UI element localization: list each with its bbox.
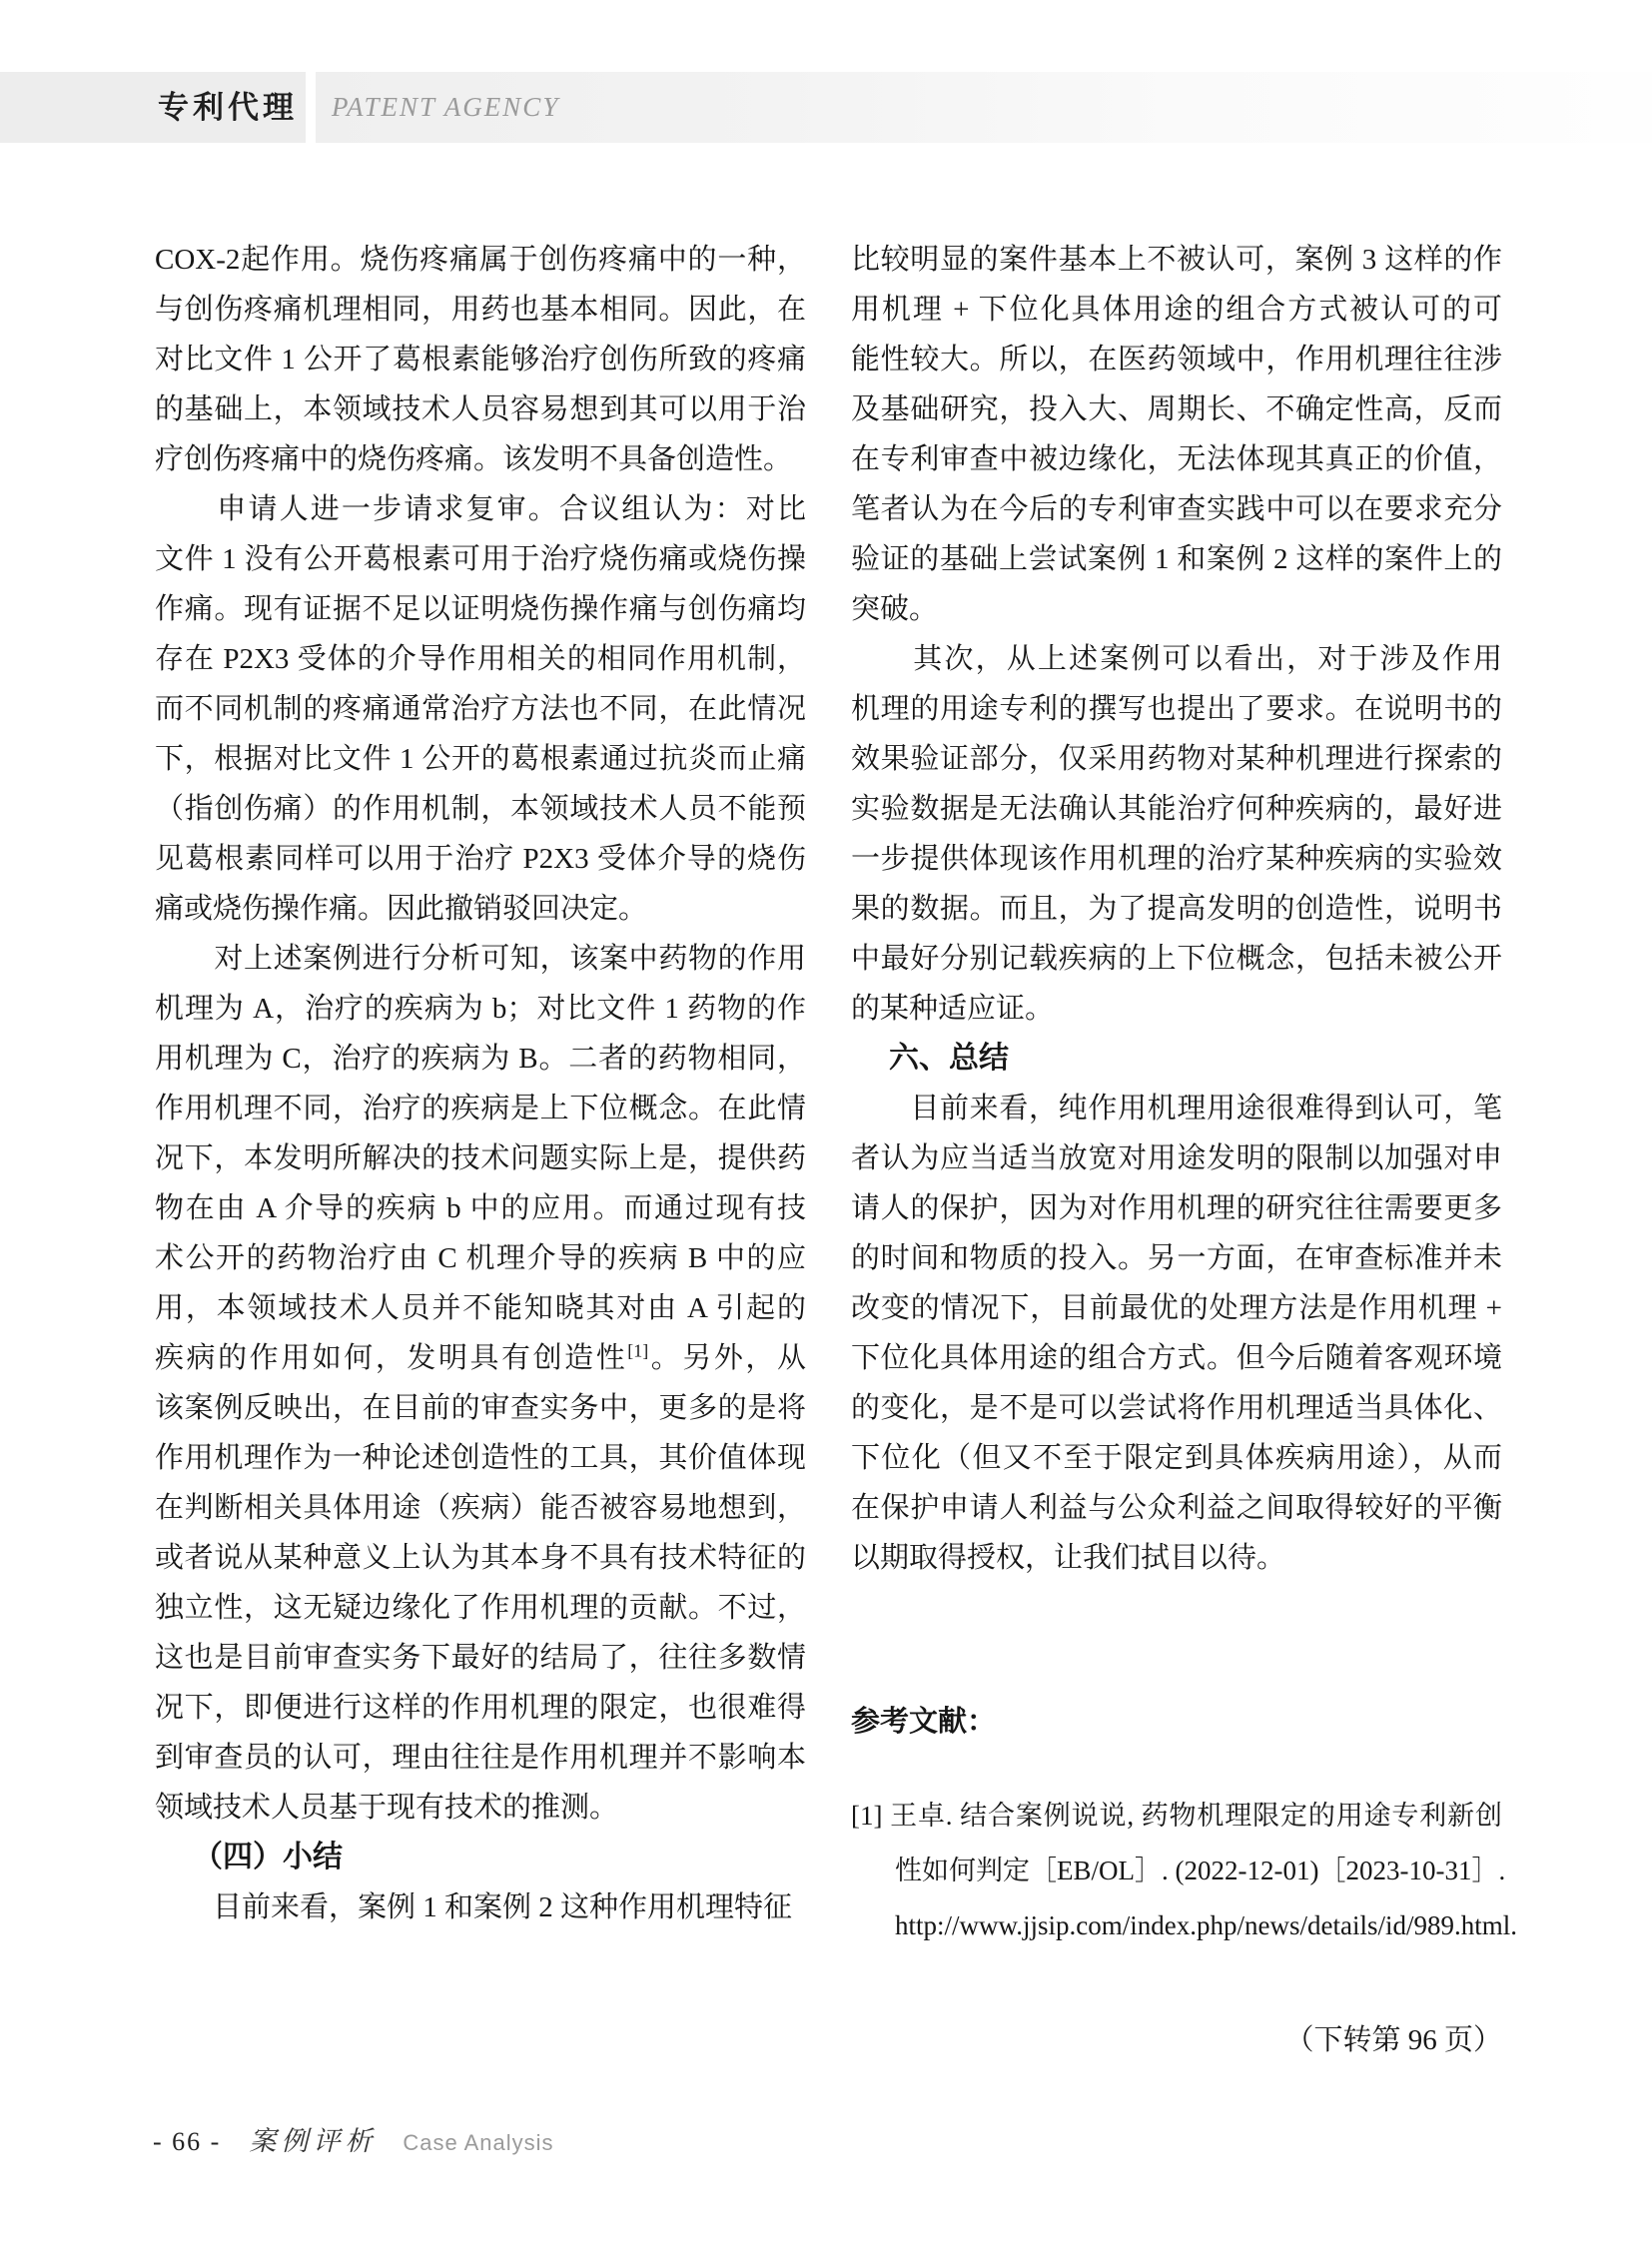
text-line: 的变化，是不是可以尝试将作用机理适当具体化、 xyxy=(851,1392,1502,1424)
reference-line: 性如何判定［EB/OL］. (2022-12-01)［2023-10-31］. xyxy=(895,1856,1506,1885)
text-line: 或者说从某种意义上认为其本身不具有技术特征的 xyxy=(155,1542,806,1574)
text-line: 存在 P2X3 受体的介导作用相关的相同作用机制， xyxy=(155,643,806,675)
text-line: （指创伤痛）的作用机制，本领域技术人员不能预 xyxy=(155,793,806,825)
subsection-heading: （四）小结 xyxy=(193,1841,343,1873)
text-line: 在保护申请人利益与公众利益之间取得较好的平衡 xyxy=(851,1492,1502,1524)
text-line: 的时间和物质的投入。另一方面，在审查标准并未 xyxy=(851,1242,1502,1274)
text-line: 文件 1 没有公开葛根素可用于治疗烧伤痛或烧伤操 xyxy=(155,543,806,575)
text-line: 突破。 xyxy=(851,593,939,625)
text-line: 这也是目前审查实务下最好的结局了，往往多数情 xyxy=(155,1642,806,1674)
reference-line: http://www.jjsip.com/index.php/news/details/id/989.html. xyxy=(895,1910,1517,1940)
text-line: 机理的用途专利的撰写也提出了要求。在说明书的 xyxy=(851,693,1502,725)
text-line: 请人的保护，因为对作用机理的研究往往需要更多 xyxy=(851,1192,1502,1224)
references-heading: 参考文献： xyxy=(851,1706,997,1738)
text-line: 见葛根素同样可以用于治疗 P2X3 受体介导的烧伤 xyxy=(155,843,806,875)
page-section-title-en: PATENT AGENCY xyxy=(332,92,560,122)
text-line: 果的数据。而且，为了提高发明的创造性，说明书 xyxy=(851,893,1502,925)
text-line: 而不同机制的疼痛通常治疗方法也不同，在此情况 xyxy=(155,693,806,725)
text-line: 领域技术人员基于现有技术的推测。 xyxy=(155,1792,619,1824)
text-line: 以期取得授权，让我们拭目以待。 xyxy=(851,1542,1286,1574)
text-line: 一步提供体现该作用机理的治疗某种疾病的实验效 xyxy=(851,843,1502,875)
text-line: 笔者认为在今后的专利审查实践中可以在要求充分 xyxy=(851,493,1502,525)
page-number: - 66 - xyxy=(153,2127,222,2156)
text-line: 其次，从上述案例可以看出，对于涉及作用 xyxy=(851,643,1502,675)
footer-section-title-cn: 案例评析 xyxy=(249,2126,378,2157)
text-line: 下位化（但又不至于限定到具体疾病用途），从而 xyxy=(851,1442,1502,1474)
page-footer xyxy=(153,2119,554,2158)
text-line: 疗创伤疼痛中的烧伤疼痛。该发明不具备创造性。 xyxy=(155,443,793,475)
right-text-column xyxy=(851,235,1517,2065)
page-section-title-cn: 专利代理 xyxy=(158,90,298,125)
reference-entry xyxy=(851,1789,1517,1953)
text-line: 比较明显的案件基本上不被认可，案例 3 这样的作 xyxy=(851,244,1502,276)
text-line: 能性较大。所以，在医药领域中，作用机理往往涉 xyxy=(851,344,1502,375)
text-line: 在判断相关具体用途（疾病）能否被容易地想到， xyxy=(155,1492,806,1524)
text-line: 机理为 A，治疗的疾病为 b；对比文件 1 药物的作 xyxy=(155,993,806,1025)
text-line: 作用机理不同，治疗的疾病是上下位概念。在此情 xyxy=(155,1093,806,1124)
text-line: 疾病的作用如何，发明具有创造性[1]。另外，从 xyxy=(155,1340,806,1374)
text-line: 中最好分别记载疾病的上下位概念，包括未被公开 xyxy=(851,943,1502,975)
text-line: 况下，即便进行这样的作用机理的限定，也很难得 xyxy=(155,1692,806,1724)
subsection-heading: 六、总结 xyxy=(889,1042,1009,1075)
text-line: 下位化具体用途的组合方式。但今后随着客观环境 xyxy=(851,1342,1502,1374)
text-line: 痛或烧伤操作痛。因此撤销驳回决定。 xyxy=(155,893,648,925)
text-line: 术公开的药物治疗由 C 机理介导的疾病 B 中的应 xyxy=(155,1242,806,1274)
text-line: 验证的基础上尝试案例 1 和案例 2 这样的案件上的 xyxy=(851,543,1502,575)
text-line: 改变的情况下，目前最优的处理方法是作用机理 + xyxy=(851,1292,1502,1324)
text-line: 作痛。现有证据不足以证明烧伤操作痛与创伤痛均 xyxy=(155,593,806,625)
text-line: 在专利审查中被边缘化，无法体现其真正的价值， xyxy=(851,443,1502,475)
text-line: 下，根据对比文件 1 公开的葛根素通过抗炎而止痛 xyxy=(155,743,806,775)
text-line: 作用机理作为一种论述创造性的工具，其价值体现 xyxy=(155,1442,806,1474)
text-line: COX-2起作用。烧伤疼痛属于创伤疼痛中的一种， xyxy=(155,244,806,276)
text-line: 及基础研究，投入大、周期长、不确定性高，反而 xyxy=(851,393,1502,425)
text-line: 到审查员的认可，理由往往是作用机理并不影响本 xyxy=(155,1742,806,1774)
text-line: 申请人进一步请求复审。合议组认为：对比 xyxy=(155,493,806,525)
text-line: 实验数据是无法确认其能治疗何种疾病的，最好进 xyxy=(851,793,1502,825)
text-line: 对比文件 1 公开了葛根素能够治疗创伤所致的疼痛 xyxy=(155,344,806,375)
text-line: 者认为应当适当放宽对用途发明的限制以加强对申 xyxy=(851,1142,1502,1174)
text-line: 的某种适应证。 xyxy=(851,993,1055,1025)
superscript-ref: [1] xyxy=(627,1340,649,1361)
text-line: 该案例反映出，在目前的审查实务中，更多的是将 xyxy=(155,1392,806,1424)
text-line: 用机理为 C，治疗的疾病为 B。二者的药物相同， xyxy=(155,1043,806,1075)
reference-line: [1] 王卓. 结合案例说说, 药物机理限定的用途专利新创 xyxy=(851,1801,1502,1831)
left-text-column xyxy=(155,235,806,1932)
text-line: 目前来看，案例 1 和案例 2 这种作用机理特征 xyxy=(155,1891,793,1923)
text-line: 与创伤疼痛机理相同，用药也基本相同。因此，在 xyxy=(155,294,806,326)
text-line: 对上述案例进行分析可知，该案中药物的作用 xyxy=(155,943,806,975)
text-line: 效果验证部分，仅采用药物对某种机理进行探索的 xyxy=(851,743,1502,775)
text-line: 用，本领域技术人员并不能知晓其对由 A 引起的 xyxy=(155,1292,806,1324)
text-line: 目前来看，纯作用机理用途很难得到认可，笔 xyxy=(851,1093,1502,1124)
continued-on-page-note: （下转第 96 页） xyxy=(1284,2024,1502,2056)
text-line: 独立性，这无疑边缘化了作用机理的贡献。不过， xyxy=(155,1592,806,1624)
text-line: 况下，本发明所解决的技术问题实际上是，提供药 xyxy=(155,1142,806,1174)
text-line: 的基础上，本领域技术人员容易想到其可以用于治 xyxy=(155,393,806,425)
text-line: 用机理 + 下位化具体用途的组合方式被认可的可 xyxy=(851,294,1502,326)
footer-section-title-en: Case Analysis xyxy=(403,2130,554,2155)
text-line: 物在由 A 介导的疾病 b 中的应用。而通过现有技 xyxy=(155,1192,806,1224)
